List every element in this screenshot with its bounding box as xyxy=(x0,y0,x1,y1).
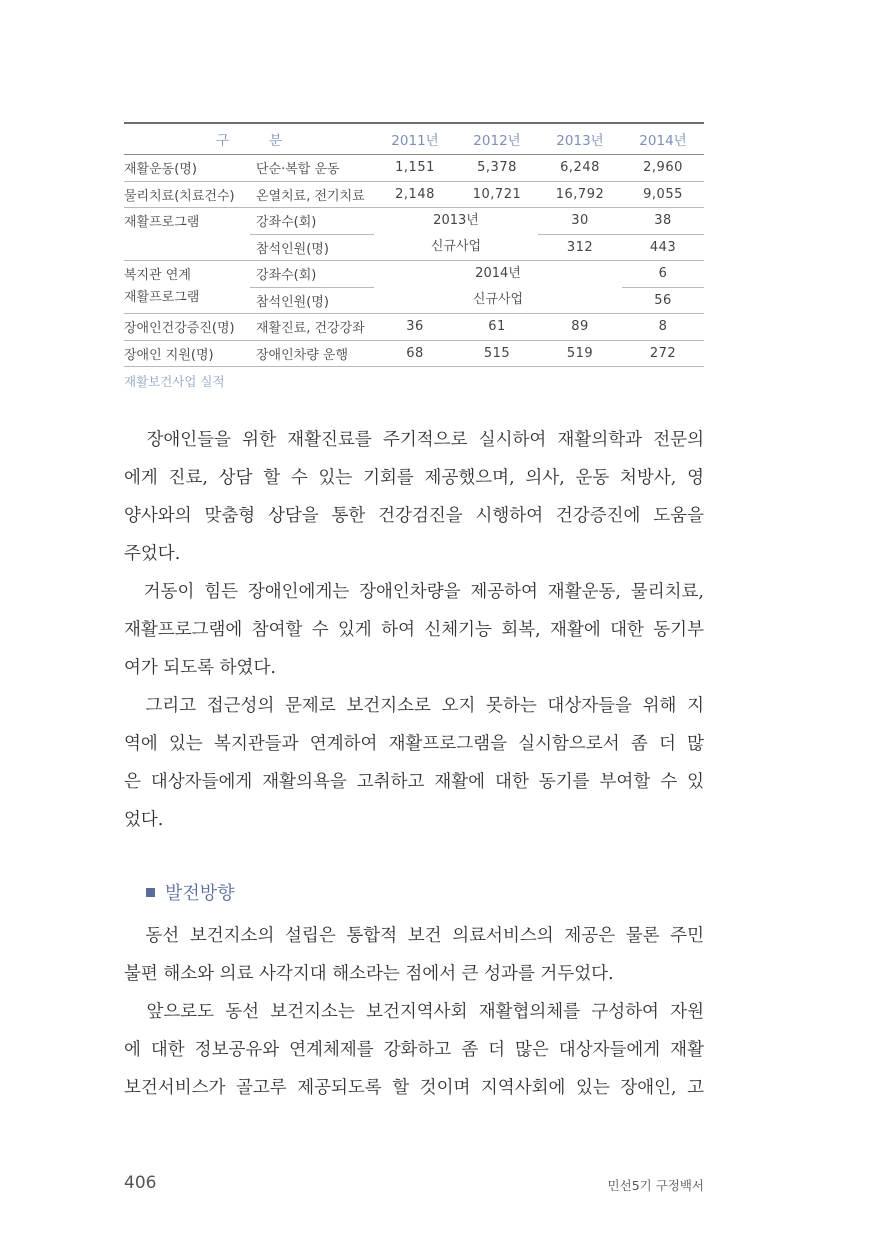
cell-2013: 519 xyxy=(538,340,622,367)
section-paragraph-2-line-3: 보건서비스가 골고루 제공되도록 할 것이며 지역사회에 있는 장애인, 고 xyxy=(124,1078,704,1098)
paragraph-3-line-3: 은 대상자들에게 재활의욕을 고취하고 재활에 대한 동기를 부여할 수 있 xyxy=(124,772,704,792)
cell-2013: 312 xyxy=(538,234,622,261)
table-row xyxy=(124,208,704,235)
row-subcategory: 참석인원(명) xyxy=(250,287,374,314)
cell-2014: 56 xyxy=(622,287,704,314)
header-2013: 2013년 xyxy=(538,123,622,155)
cell-2011: 2,148 xyxy=(374,181,456,208)
row-subcategory: 장애인차량 운행 xyxy=(250,340,374,367)
paragraph-2-line-3: 여가 되도록 하였다. xyxy=(124,658,276,678)
row-subcategory: 재활진료, 건강강좌 xyxy=(250,314,374,341)
paragraph-3-line-4: 었다. xyxy=(124,810,164,830)
table-row xyxy=(124,155,704,182)
paragraph-1-line-4: 주었다. xyxy=(124,544,181,564)
page-number: 406 xyxy=(124,1173,157,1193)
cell-2013: 30 xyxy=(538,208,622,235)
row-category: 장애인 지원(명) xyxy=(124,340,250,367)
cell-2011: 36 xyxy=(374,314,456,341)
section-paragraph-2-line-1: 앞으로도 동선 보건지소는 보건지역사회 재활협의체를 구성하여 자원 xyxy=(146,1002,704,1022)
square-bullet-icon xyxy=(146,888,155,897)
rehab-performance-table xyxy=(124,122,704,367)
cell-2012: 10,721 xyxy=(456,181,538,208)
cell-2014: 6 xyxy=(622,261,704,288)
paragraph-3-line-2: 역에 있는 복지관들과 연계하여 재활프로그램을 실시함으로서 좀 더 많 xyxy=(124,734,704,754)
cell-2014: 443 xyxy=(622,234,704,261)
cell-2013: 16,792 xyxy=(538,181,622,208)
merged-new-project-2013: 2013년 신규사업 xyxy=(374,208,538,261)
cell-2013: 6,248 xyxy=(538,155,622,182)
paragraph-2-line-2: 재활프로그램에 참여할 수 있게 하여 신체기능 회복, 재활에 대한 동기부 xyxy=(124,620,704,640)
section-paragraph-1-line-2: 불편 해소와 의료 사각지대 해소라는 점에서 큰 성과를 거두었다. xyxy=(124,964,614,984)
row-category: 복지관 연계 재활프로그램 xyxy=(124,261,250,314)
row-subcategory: 온열치료, 전기치료 xyxy=(250,181,374,208)
cell-2012: 5,378 xyxy=(456,155,538,182)
row-subcategory: 강좌수(회) xyxy=(250,261,374,288)
cell-2014: 38 xyxy=(622,208,704,235)
cell-2014: 9,055 xyxy=(622,181,704,208)
table-caption: 재활보건사업 실적 xyxy=(124,374,225,389)
row-subcategory: 참석인원(명) xyxy=(250,234,374,261)
section-title: 발전방향 xyxy=(165,883,235,904)
table-row xyxy=(124,181,704,208)
paragraph-3-line-1: 그리고 접근성의 문제로 보건지소로 오지 못하는 대상자들을 위해 지 xyxy=(145,696,704,716)
row-category: 재활운동(명) xyxy=(124,155,250,182)
paragraph-1-line-2: 에게 진료, 상담 할 수 있는 기회를 제공했으며, 의사, 운동 처방사, 영 xyxy=(124,468,704,488)
cell-2013: 89 xyxy=(538,314,622,341)
paragraph-2-line-1: 거동이 힘든 장애인에게는 장애인차량을 제공하여 재활운동, 물리치료, xyxy=(143,582,704,602)
header-2014: 2014년 xyxy=(622,123,704,155)
header-2011: 2011년 xyxy=(374,123,456,155)
header-2012: 2012년 xyxy=(456,123,538,155)
table-row xyxy=(124,340,704,367)
cell-2011: 1,151 xyxy=(374,155,456,182)
table-header-row xyxy=(124,123,704,155)
cell-2012: 515 xyxy=(456,340,538,367)
row-subcategory: 강좌수(회) xyxy=(250,208,374,235)
table-row xyxy=(124,261,704,288)
section-paragraph-2-line-2: 에 대한 정보공유와 연계체제를 강화하고 좀 더 많은 대상자들에게 재활 xyxy=(124,1040,704,1060)
row-category: 물리치료(치료건수) xyxy=(124,181,250,208)
row-category: 재활프로그램 xyxy=(124,208,250,261)
cell-2012: 61 xyxy=(456,314,538,341)
merged-new-project-2014: 2014년 신규사업 xyxy=(374,261,622,314)
row-subcategory: 단순·복합 운동 xyxy=(250,155,374,182)
row-category: 장애인건강증진(명) xyxy=(124,314,250,341)
table-row xyxy=(124,314,704,341)
cell-2014: 2,960 xyxy=(622,155,704,182)
book-title: 민선5기 구정백서 xyxy=(607,1178,704,1193)
cell-2014: 272 xyxy=(622,340,704,367)
paragraph-1-line-1: 장애인들을 위한 재활진료를 주기적으로 실시하여 재활의학과 전문의 xyxy=(146,430,704,450)
cell-2014: 8 xyxy=(622,314,704,341)
section-heading xyxy=(146,879,235,905)
performance-table-wrap xyxy=(124,122,704,367)
header-category: 구 분 xyxy=(124,123,374,155)
paragraph-1-line-3: 양사와의 맞춤형 상담을 통한 건강검진을 시행하여 건강증진에 도움을 xyxy=(124,506,704,526)
cell-2011: 68 xyxy=(374,340,456,367)
section-paragraph-1-line-1: 동선 보건지소의 설립은 통합적 보건 의료서비스의 제공은 물론 주민 xyxy=(145,926,704,946)
